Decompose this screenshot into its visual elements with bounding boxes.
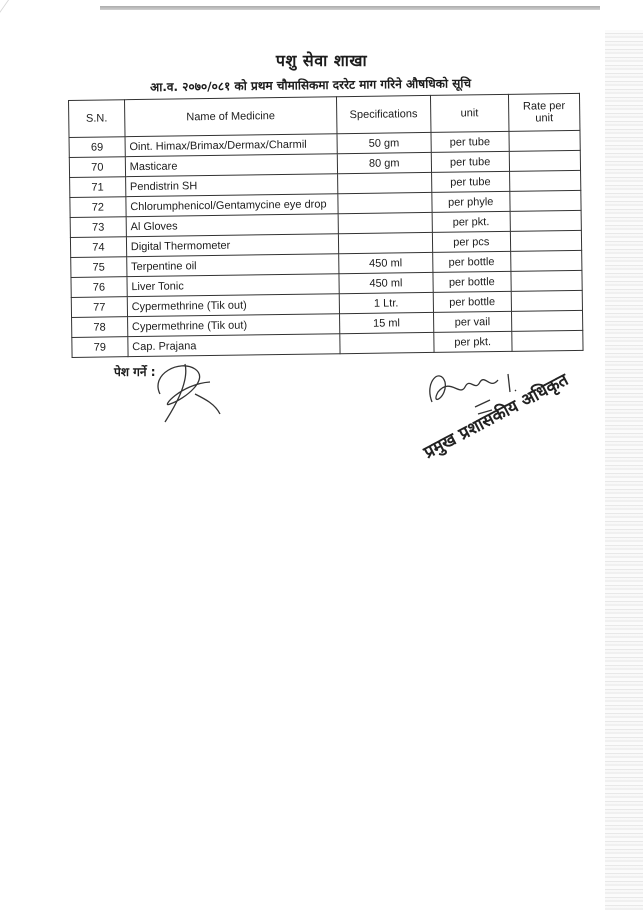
scan-fold-line <box>0 0 9 160</box>
cell-rate <box>511 310 582 331</box>
cell-specification <box>338 172 432 193</box>
cell-medicine-name: Liver Tonic <box>127 274 340 297</box>
cell-unit: per pcs <box>432 231 511 252</box>
cell-sn: 75 <box>71 257 127 278</box>
cell-sn: 78 <box>72 317 128 338</box>
cell-specification: 450 ml <box>339 252 433 273</box>
cell-sn: 77 <box>71 297 127 318</box>
cell-rate <box>509 150 580 171</box>
cell-rate <box>510 230 581 251</box>
cell-specification: 50 gm <box>337 132 431 153</box>
cell-unit: per pkt. <box>433 331 512 352</box>
cell-unit: per phyle <box>431 191 510 212</box>
cell-rate <box>510 210 581 231</box>
cell-specification: 15 ml <box>340 312 434 333</box>
scan-edge-right <box>605 30 643 910</box>
header-unit: unit <box>430 94 509 132</box>
cell-sn: 71 <box>70 177 126 198</box>
cell-rate <box>509 130 580 151</box>
cell-specification: 450 ml <box>339 272 433 293</box>
header-name: Name of Medicine <box>124 97 337 137</box>
cell-medicine-name: Cap. Prajana <box>128 334 341 357</box>
cell-unit: per bottle <box>433 291 512 312</box>
cell-sn: 72 <box>70 197 126 218</box>
cell-specification <box>340 332 434 353</box>
cell-sn: 74 <box>70 237 126 258</box>
cell-rate <box>509 170 580 191</box>
cell-unit: per tube <box>431 131 510 152</box>
cell-specification <box>338 192 432 213</box>
cell-sn: 73 <box>70 217 126 238</box>
cell-medicine-name: Pendistrin SH <box>125 174 338 197</box>
cell-medicine-name: Digital Thermometer <box>126 234 339 257</box>
submitted-by-label: पेश गर्ने : <box>114 365 156 379</box>
cell-medicine-name: Cypermethrine (Tik out) <box>127 294 340 317</box>
scan-edge-top <box>100 6 600 10</box>
cell-medicine-name: Oint. Himax/Brimax/Dermax/Charmil <box>125 134 338 157</box>
cell-medicine-name: Chlorumphenicol/Gentamycine eye drop <box>126 194 339 217</box>
cell-rate <box>511 270 582 291</box>
cell-sn: 69 <box>69 137 125 158</box>
cell-unit: per tube <box>431 171 510 192</box>
cell-medicine-name: Cypermethrine (Tik out) <box>127 314 340 337</box>
cell-unit: per bottle <box>433 271 512 292</box>
cell-sn: 79 <box>72 337 128 358</box>
cell-unit: per bottle <box>432 251 511 272</box>
cell-specification <box>338 232 432 253</box>
header-sn: S.N. <box>69 100 125 138</box>
office-title: पशु सेवा शाखा <box>275 51 368 70</box>
cell-sn: 76 <box>71 277 127 298</box>
medicine-table <box>68 93 584 358</box>
cell-unit: per tube <box>431 151 510 172</box>
cell-sn: 70 <box>69 157 125 178</box>
cell-specification: 1 Ltr. <box>339 292 433 313</box>
cell-specification <box>338 212 432 233</box>
document-subject: आ.व. २०७०/०८१ को प्रथम चौमासिकमा दररेट माग गरिने औषधिको सूचि <box>149 76 472 95</box>
cell-rate <box>510 190 581 211</box>
header-spec: Specifications <box>337 95 431 133</box>
cell-medicine-name: Terpentine oil <box>126 254 339 277</box>
cell-rate <box>511 290 582 311</box>
cell-medicine-name: Masticare <box>125 154 338 177</box>
cell-rate <box>512 330 583 351</box>
cell-unit: per vail <box>433 311 512 332</box>
header-rate: Rate per unit <box>508 93 580 131</box>
signature-left <box>140 354 230 424</box>
cell-unit: per pkt. <box>432 211 511 232</box>
cell-rate <box>511 250 582 271</box>
cell-specification: 80 gm <box>337 152 431 173</box>
medicine-table-container <box>68 93 583 354</box>
cell-medicine-name: Al Gloves <box>126 214 339 237</box>
designation-stamp: प्रमुख प्रशासकीय अधिकृत <box>420 369 572 463</box>
